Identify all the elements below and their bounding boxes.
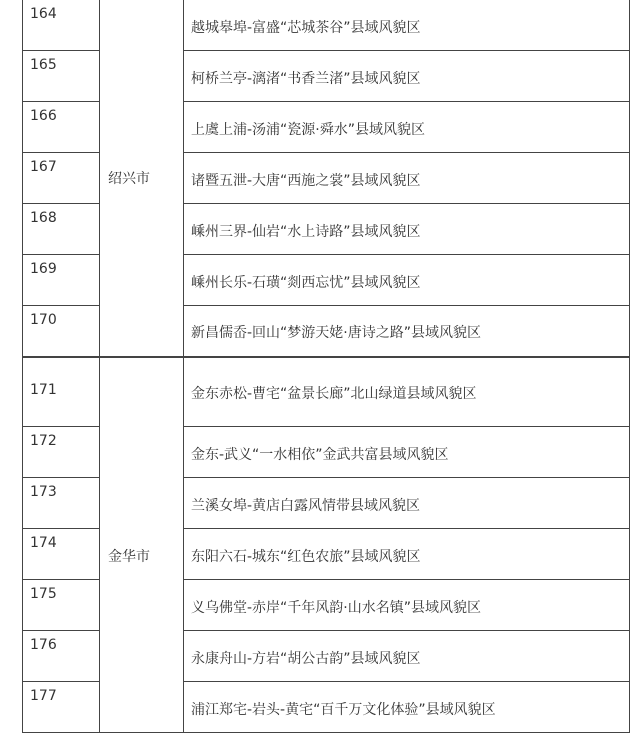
row-number: 174 — [23, 529, 100, 580]
row-number: 168 — [23, 204, 100, 255]
row-number: 169 — [23, 255, 100, 306]
row-number: 177 — [23, 682, 100, 733]
row-number: 167 — [23, 153, 100, 204]
area-name: 金东-武义“一水相依”金武共富县域风貌区 — [184, 427, 630, 478]
area-name: 嵊州三界-仙岩“水上诗路”县域风貌区 — [184, 204, 630, 255]
area-name: 新昌儒岙-回山“梦游天姥·唐诗之路”县域风貌区 — [184, 306, 630, 357]
row-number: 172 — [23, 427, 100, 478]
row-number: 173 — [23, 478, 100, 529]
table-row — [23, 357, 630, 427]
row-number: 175 — [23, 580, 100, 631]
area-name: 兰溪女埠-黄店白露风情带县域风貌区 — [184, 478, 630, 529]
area-name: 义乌佛堂-赤岸“千年风韵·山水名镇”县域风貌区 — [184, 580, 630, 631]
row-number: 171 — [23, 357, 100, 427]
row-number: 166 — [23, 102, 100, 153]
row-number: 164 — [23, 0, 100, 51]
area-name: 嵊州长乐-石璜“剡西忘忧”县域风貌区 — [184, 255, 630, 306]
scenic-area-table — [22, 0, 630, 733]
area-name: 永康舟山-方岩“胡公古韵”县域风貌区 — [184, 631, 630, 682]
row-number: 165 — [23, 51, 100, 102]
area-name: 上虞上浦-汤浦“瓷源·舜水”县域风貌区 — [184, 102, 630, 153]
city-cell: 金华市 — [100, 357, 184, 733]
city-cell: 绍兴市 — [100, 0, 184, 357]
area-name: 柯桥兰亭-漓渚“书香兰渚”县域风貌区 — [184, 51, 630, 102]
area-name: 越城皋埠-富盛“芯城茶谷”县域风貌区 — [184, 0, 630, 51]
table-row — [23, 0, 630, 51]
row-number: 176 — [23, 631, 100, 682]
area-name: 诸暨五泄-大唐“西施之裳”县域风貌区 — [184, 153, 630, 204]
row-number: 170 — [23, 306, 100, 357]
area-name: 金东赤松-曹宅“盆景长廊”北山绿道县域风貌区 — [184, 357, 630, 427]
area-name: 东阳六石-城东“红色农旅”县域风貌区 — [184, 529, 630, 580]
area-name: 浦江郑宅-岩头-黄宅“百千万文化体验”县域风貌区 — [184, 682, 630, 733]
